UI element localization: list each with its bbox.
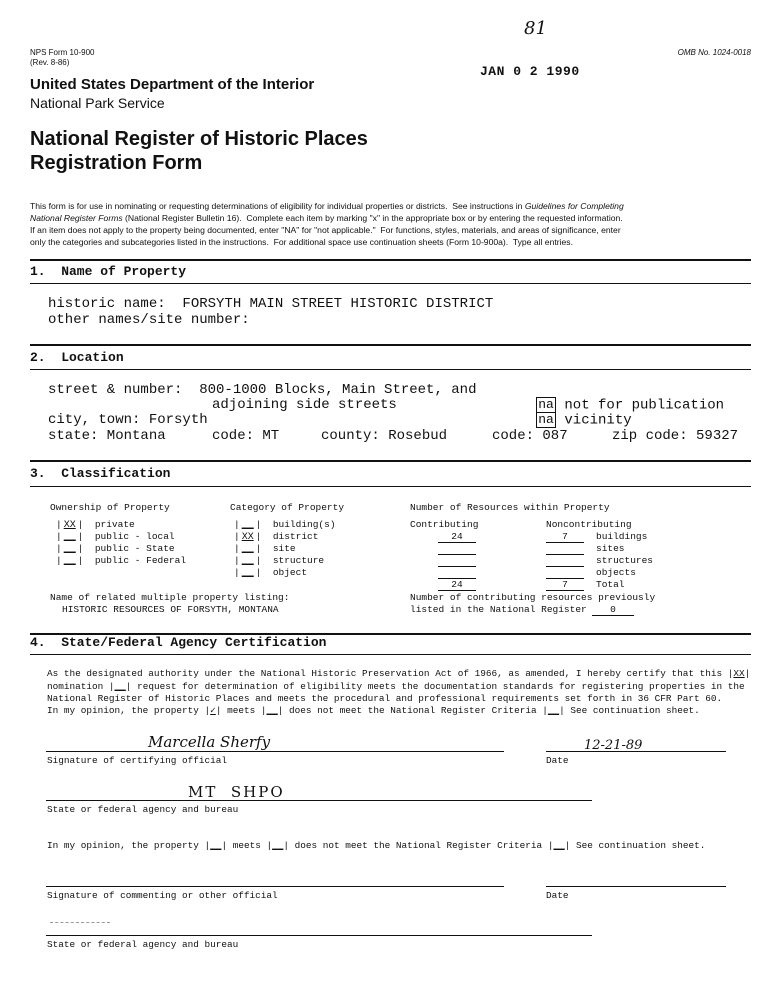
page-mark: 81	[524, 18, 547, 39]
resources-row	[410, 543, 710, 555]
category-checkbox[interactable]: __	[241, 520, 254, 531]
county: county: Rosebud	[321, 428, 448, 444]
ownership-checkbox[interactable]: __	[63, 556, 76, 567]
ownership-option: | __ | public - local	[56, 531, 175, 543]
omb-number: OMB No. 1024-0018	[677, 48, 751, 57]
date-label: Date	[546, 755, 569, 766]
noncontributing-count[interactable]	[546, 555, 584, 567]
certifying-date: 12-21-89	[584, 738, 643, 753]
cert-line-4: In my opinion, the property |✓| meets |__| does not meet the National Register Criteria |__| See continuation sheet.	[47, 705, 700, 716]
category-checkbox[interactable]: __	[241, 556, 254, 567]
contributing-count[interactable]	[438, 543, 476, 555]
resource-type-label: sites	[596, 543, 625, 554]
contributing-count[interactable]: 24	[438, 531, 476, 543]
section-1-heading: 1. Name of Property	[30, 264, 187, 279]
ownership-list	[56, 519, 186, 567]
previously-listed-value[interactable]: 0	[592, 604, 634, 616]
resource-type-label: Total	[596, 579, 625, 590]
other-names: other names/site number:	[48, 312, 250, 328]
historic-name: historic name: FORSYTH MAIN STREET HISTORIC DISTRICT	[48, 296, 494, 312]
state: state: Montana	[48, 428, 166, 444]
ownership-checkbox[interactable]: __	[63, 544, 76, 555]
related-listing-value: HISTORIC RESOURCES OF FORSYTH, MONTANA	[62, 604, 279, 615]
cert-line-1: As the designated authority under the National Historic Preservation Act of 1966, as amended, I hereby certify that this |XX|	[47, 668, 751, 679]
section-2-top-rule	[30, 344, 751, 346]
ownership-checkbox[interactable]: XX	[63, 520, 76, 531]
agency-2-label: State or federal agency and bureau	[47, 939, 239, 950]
ownership-option: | __ | public - Federal	[56, 555, 187, 567]
section-4-heading-rule	[30, 654, 751, 655]
cert-meets-mark[interactable]: ✓	[210, 705, 216, 716]
intro-line-1: This form is for use in nominating or requesting determinations of eligibility for individual properties or districts. See instructions in Guidelines for Completing	[30, 201, 624, 211]
signature-line[interactable]	[46, 751, 504, 752]
noncontributing-count[interactable]: 7	[546, 531, 584, 543]
zip-code: zip code: 59327	[612, 428, 739, 444]
category-option: | __ | structure	[234, 555, 325, 567]
section-3-heading: 3. Classification	[30, 466, 171, 481]
resources-row	[410, 555, 710, 567]
received-stamp: JAN 0 2 1990	[480, 64, 580, 79]
faint-mark	[50, 922, 110, 923]
city-town: city, town: Forsyth	[48, 412, 208, 428]
section-3-top-rule	[30, 460, 751, 462]
cert-line-3: National Register of Historic Places and meets the procedural and professional requirements set forth in 36 CFR Part 60.	[47, 693, 723, 704]
resource-type-label: structures	[596, 555, 654, 566]
section-4-heading: 4. State/Federal Agency Certification	[30, 635, 327, 650]
state-code: code: MT	[212, 428, 280, 444]
intro-line-4: only the categories and subcategories listed in the instructions. For additional space use continuation sheets (Form 10-900a). Type all entries.	[30, 237, 573, 247]
ownership-option: | XX | private	[56, 519, 135, 531]
service: National Park Service	[30, 95, 165, 111]
resources-row	[410, 531, 710, 543]
section-3-heading-rule	[30, 486, 751, 487]
form-number: NPS Form 10-900	[30, 48, 95, 57]
category-option: | __ | building(s)	[234, 519, 336, 531]
category-list	[234, 519, 336, 579]
intro-line-2: National Register Forms (National Register Bulletin 16). Complete each item by marking "x" in the appropriate box or by entering the requested information.	[30, 213, 623, 223]
section-1-top-rule	[30, 259, 751, 261]
resources-title: Number of Resources within Property	[410, 502, 610, 513]
category-checkbox[interactable]: XX	[241, 532, 254, 543]
county-code: code: 087	[492, 428, 568, 444]
noncontributing-count[interactable]: 7	[546, 579, 584, 591]
form-title: National Register of Historic Places	[30, 128, 368, 150]
comment-date-line[interactable]	[546, 886, 726, 887]
not-for-publication: na not for publication	[536, 397, 724, 414]
section-1-heading-rule	[30, 283, 751, 284]
category-option: | XX | district	[234, 531, 319, 543]
category-option: | __ | object	[234, 567, 308, 579]
intro-line-3: If an item does not apply to the property being documented, enter "NA" for "not applicable." For functions, styles, materials, and areas of significance, enter	[30, 225, 621, 235]
agency-2-line[interactable]	[46, 935, 592, 936]
noncontributing-label: Noncontributing	[546, 519, 632, 530]
cert-line-2: nomination |__| request for determination of eligibility meets the documentation standards for registering properties in the	[47, 681, 745, 692]
section-2-heading: 2. Location	[30, 350, 124, 365]
contributing-count[interactable]	[438, 567, 476, 579]
nfp-checkbox[interactable]: na	[536, 397, 556, 413]
street-number: street & number: 800-1000 Blocks, Main Street, and	[48, 382, 477, 398]
cert-nomination-mark[interactable]: XX	[733, 668, 745, 679]
agency-handwriting: MT SHPO	[188, 783, 285, 801]
resources-row	[410, 567, 710, 579]
previously-listed-label: Number of contributing resources previously	[410, 592, 656, 603]
agency-label: State or federal agency and bureau	[47, 804, 239, 815]
vicinity-checkbox[interactable]: na	[536, 412, 556, 428]
category-checkbox[interactable]: __	[241, 544, 254, 555]
department: United States Department of the Interior	[30, 76, 315, 93]
resource-type-label: objects	[596, 567, 636, 578]
category-checkbox[interactable]: __	[241, 568, 254, 579]
ownership-option: | __ | public - State	[56, 543, 175, 555]
agency-line[interactable]	[46, 800, 592, 801]
section-2-heading-rule	[30, 369, 751, 370]
contributing-label: Contributing	[410, 519, 479, 530]
vicinity: na vicinity	[536, 412, 632, 429]
noncontributing-count[interactable]	[546, 543, 584, 555]
comment-signature-label: Signature of commenting or other official	[47, 890, 278, 901]
contributing-count[interactable]	[438, 555, 476, 567]
resources-table	[410, 531, 710, 591]
noncontributing-count[interactable]	[546, 567, 584, 579]
form-revision: (Rev. 8-86)	[30, 58, 70, 67]
certifying-signature: Marcella Sherfy	[148, 733, 271, 751]
comment-date-label: Date	[546, 890, 569, 901]
category-title: Category of Property	[230, 502, 345, 513]
signature-label: Signature of certifying official	[47, 755, 228, 766]
date-line[interactable]	[546, 751, 726, 752]
ownership-title: Ownership of Property	[50, 502, 170, 513]
category-option: | __ | site	[234, 543, 296, 555]
form-subtitle: Registration Form	[30, 152, 203, 174]
street-number-cont: adjoining side streets	[212, 397, 397, 413]
ownership-checkbox[interactable]: __	[63, 532, 76, 543]
related-listing-label: Name of related multiple property listing:	[50, 592, 290, 603]
previously-listed-label-2: listed in the National Register	[410, 604, 587, 615]
resource-type-label: buildings	[596, 531, 648, 542]
resources-row	[410, 579, 710, 591]
opinion-line: In my opinion, the property |__| meets |__| does not meet the National Register Criteria |__| See continuation sheet.	[47, 840, 706, 851]
comment-signature-line[interactable]	[46, 886, 504, 887]
contributing-count[interactable]: 24	[438, 579, 476, 591]
